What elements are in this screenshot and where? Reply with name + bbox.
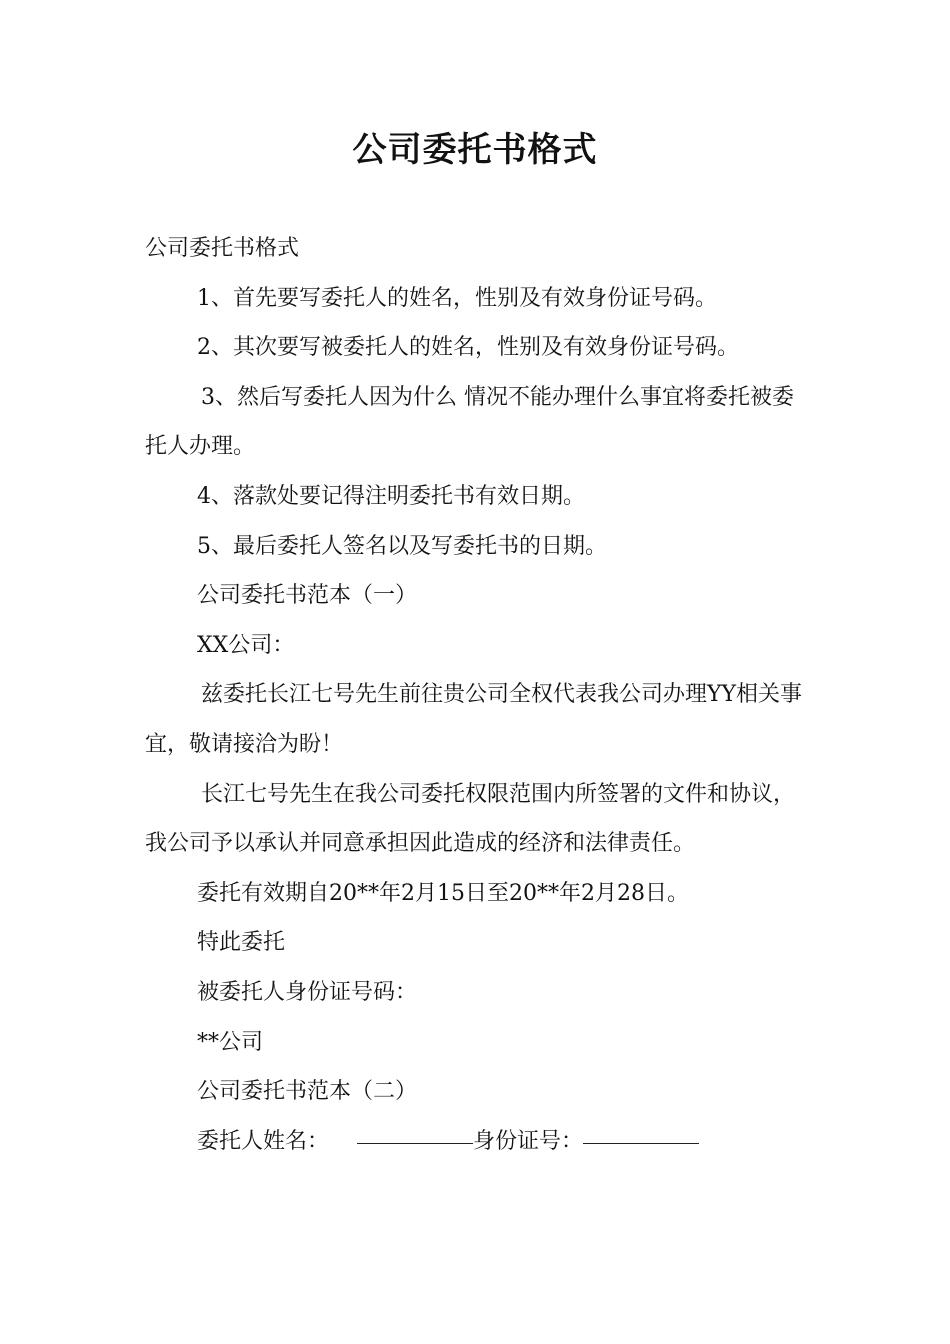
sample1-paragraph-2: 长江七号先生在我公司委托权限范围内所签署的文件和协议，我公司予以承认并同意承担因此造成的经济和法律责任。 <box>145 781 796 857</box>
step-4: 4、落款处要记得注明委托书有效日期。 <box>197 483 585 509</box>
document-body <box>145 224 810 1166</box>
step-5: 5、最后委托人签名以及写委托书的日期。 <box>197 533 607 559</box>
step-3: 3、然后写委托人因为什么 情况不能办理什么事宜将委托被委托人办理。 <box>145 384 794 460</box>
sample1-salutation: XX公司： <box>197 632 295 658</box>
sample2-id-label: 身份证号： <box>473 1128 584 1154</box>
step-1: 1、首先要写委托人的姓名，性别及有效身份证号码。 <box>197 285 717 311</box>
sample2-heading: 公司委托书范本（二） <box>197 1079 418 1105</box>
id-blank-line <box>583 1142 699 1144</box>
sample1-heading: 公司委托书范本（一） <box>197 583 418 609</box>
sample1-company: **公司 <box>197 1029 264 1055</box>
sample1-id-label: 被委托人身份证号码： <box>197 979 418 1005</box>
sample1-validity: 委托有效期自20**年2月15日至20**年2月28日。 <box>197 880 689 906</box>
sample1-paragraph-1: 兹委托长江七号先生前往贵公司全权代表我公司办理YY相关事宜，敬请接洽为盼！ <box>145 682 803 757</box>
section-heading: 公司委托书格式 <box>145 236 300 261</box>
step-2: 2、其次要写被委托人的姓名，性别及有效身份证号码。 <box>197 335 739 361</box>
name-blank-line <box>357 1142 473 1144</box>
sample2-name-label: 委托人姓名： <box>197 1128 330 1154</box>
sample2-fields-line <box>145 1117 810 1167</box>
sample1-closing: 特此委托 <box>197 930 286 956</box>
document-title: 公司委托书格式 <box>352 130 598 170</box>
